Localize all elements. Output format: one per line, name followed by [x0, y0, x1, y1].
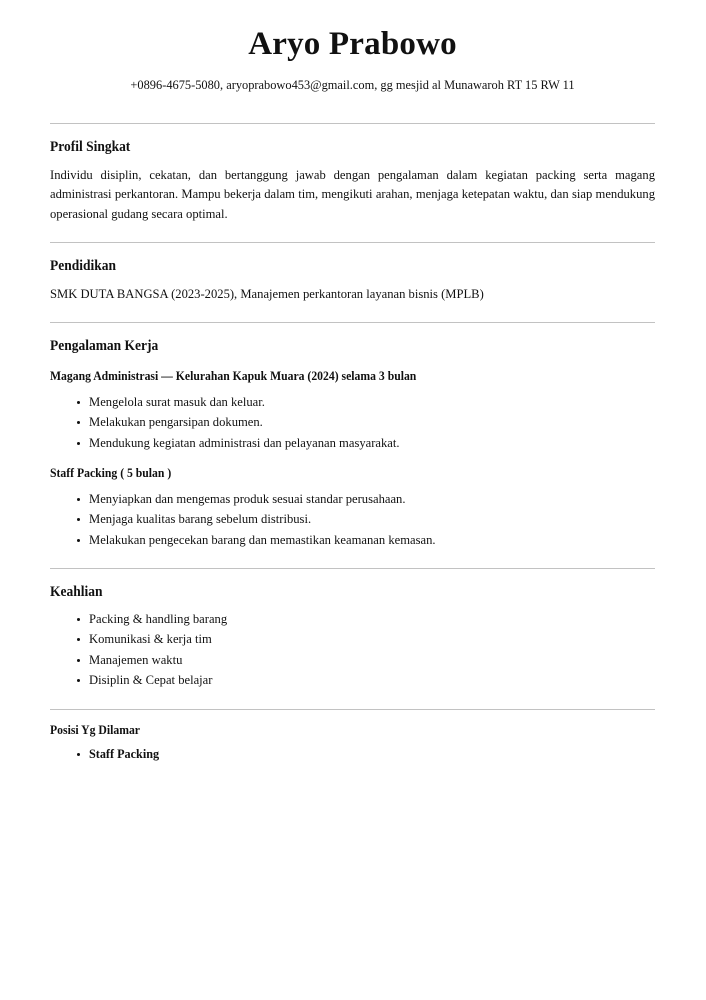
- section-heading-skills: Keahlian: [50, 584, 103, 601]
- section-heading-experience: Pengalaman Kerja: [50, 338, 159, 355]
- section-heading-education: Pendidikan: [50, 258, 116, 275]
- section-education: [50, 258, 655, 304]
- candidate-name: Aryo Prabowo: [248, 26, 457, 62]
- list-item: Staff Packing: [77, 745, 655, 765]
- list-item: Mendukung kegiatan administrasi dan pelayanan masyarakat.: [77, 433, 655, 454]
- section-profile: [50, 139, 655, 224]
- skills-list: [50, 609, 655, 691]
- experience-entry-title: Staff Packing ( 5 bulan ): [50, 466, 172, 481]
- divider-after-skills: [50, 709, 655, 710]
- section-experience: [50, 338, 655, 550]
- experience-entry-title: Magang Administrasi — Kelurahan Kapuk Muara (2024) selama 3 bulan: [50, 368, 417, 383]
- list-item: Melakukan pengarsipan dokumen.: [77, 412, 655, 433]
- list-item: Menyiapkan dan mengemas produk sesuai standar perusahaan.: [77, 489, 655, 510]
- section-heading-profile: Profil Singkat: [50, 139, 131, 156]
- experience-entry-bullets: [50, 489, 655, 551]
- list-item: Disiplin & Cepat belajar: [77, 670, 655, 691]
- experience-entry: [50, 369, 655, 453]
- experience-entry: [50, 466, 655, 550]
- list-item: Packing & handling barang: [77, 609, 655, 630]
- divider-after-education: [50, 322, 655, 323]
- list-item: Menjaga kualitas barang sebelum distribusi.: [77, 509, 655, 530]
- applied-position-list: [50, 745, 655, 765]
- section-applied-position: [50, 723, 655, 765]
- divider-after-header: [50, 123, 655, 124]
- divider-after-profile: [50, 242, 655, 243]
- education-entry-text: SMK DUTA BANGSA (2023-2025), Manajemen perkantoran layanan bisnis (MPLB): [50, 286, 484, 301]
- section-heading-applied-position: Posisi Yg Dilamar: [50, 722, 141, 737]
- section-skills: [50, 584, 655, 690]
- list-item: Mengelola surat masuk dan keluar.: [77, 392, 655, 413]
- document-header: [50, 0, 655, 93]
- list-item: Manajemen waktu: [77, 650, 655, 671]
- list-item: Melakukan pengecekan barang dan memastikan keamanan kemasan.: [77, 530, 655, 551]
- document-content-column: [50, 0, 655, 765]
- profile-summary-text: Individu disiplin, cekatan, dan bertanggung jawab dengan pengalaman dalam kegiatan packing serta magang administrasi perkantoran. Mampu bekerja dalam tim, mengikuti arahan, menjaga ketepatan waktu, dan siap mendukung operasional gudang secara optimal.: [50, 167, 655, 221]
- list-item: Komunikasi & kerja tim: [77, 629, 655, 650]
- contact-info-line: +0896-4675-5080, aryoprabowo453@gmail.com, gg mesjid al Munawaroh RT 15 RW 11: [130, 78, 575, 93]
- divider-after-experience: [50, 568, 655, 569]
- experience-entry-bullets: [50, 392, 655, 454]
